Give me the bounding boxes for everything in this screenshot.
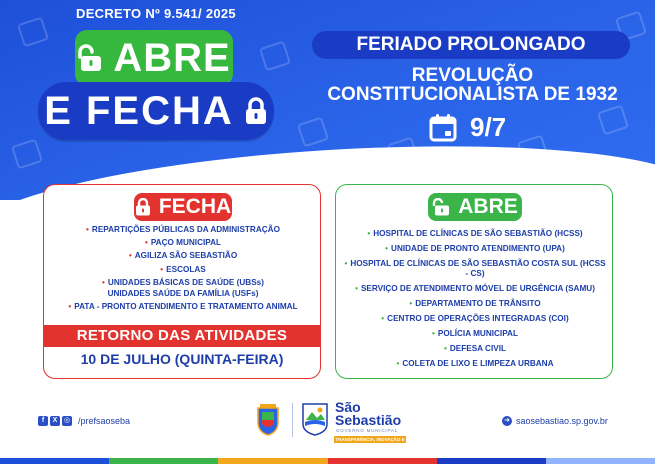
open-tag bbox=[75, 30, 233, 86]
opens-card bbox=[335, 184, 613, 379]
brand-subtitle: GOVERNO MUNICIPAL bbox=[336, 428, 399, 433]
calendar-pattern-icon bbox=[297, 117, 329, 148]
opens-list bbox=[344, 229, 606, 374]
color-stripe bbox=[0, 458, 655, 464]
holiday-title-line2: CONSTITUCIONALISTA DE 1932 bbox=[327, 84, 618, 105]
opens-card-tag bbox=[428, 193, 522, 221]
close-tag bbox=[38, 82, 274, 140]
closes-card bbox=[43, 184, 321, 379]
unlocked-padlock-icon bbox=[77, 43, 105, 73]
holiday-title-line1: REVOLUÇÃO bbox=[411, 65, 534, 86]
closes-card-tag bbox=[134, 193, 232, 221]
return-date: 10 DE JULHO (QUINTA-FEIRA) bbox=[80, 351, 284, 367]
return-label: RETORNO DAS ATIVIDADES bbox=[43, 325, 321, 347]
locked-padlock-icon bbox=[244, 97, 268, 125]
social-links bbox=[38, 416, 130, 426]
list-item: • HOSPITAL DE CLÍNICAS DE SÃO SEBASTIÃO COSTA SUL (HCSS - CS) bbox=[344, 258, 606, 279]
locked-padlock-icon bbox=[135, 198, 151, 216]
social-handle[interactable]: /prefsaoseba bbox=[78, 416, 131, 426]
holiday-date bbox=[428, 112, 506, 143]
calendar-pattern-icon bbox=[17, 17, 49, 48]
calendar-pattern-icon bbox=[259, 41, 291, 72]
calendar-pattern-icon bbox=[11, 139, 43, 170]
opens-card-title: ABRE bbox=[458, 195, 518, 218]
list-item: • REPARTIÇÕES PÚBLICAS DA ADMINISTRAÇÃO bbox=[86, 225, 280, 234]
facebook-icon[interactable]: f bbox=[38, 416, 48, 426]
open-tag-label: ABRE bbox=[113, 35, 231, 80]
list-item: • ESCOLAS bbox=[160, 264, 206, 274]
list-item: • DEPARTAMENTO DE TRÂNSITO bbox=[409, 299, 541, 309]
arrow-right-icon: ➜ bbox=[502, 416, 512, 426]
list-item: • UNIDADES BÁSICAS DE SAÚDE (UBSs) bbox=[102, 277, 264, 287]
list-item: • CENTRO DE OPERAÇÕES INTEGRADAS (COI) bbox=[381, 314, 569, 324]
list-item: • DEFESA CIVIL bbox=[444, 343, 506, 353]
holiday-label: FERIADO PROLONGADO bbox=[312, 31, 630, 59]
list-item: • HOSPITAL DE CLÍNICAS DE SÃO SEBASTIÃO (HCSS) bbox=[367, 229, 583, 238]
website-link[interactable] bbox=[502, 416, 608, 426]
calendar-icon bbox=[428, 113, 458, 143]
brand-tagline: TRANSPARÊNCIA, INOVAÇÃO E EFICIÊNCIA bbox=[335, 437, 405, 449]
city-crest-icon bbox=[256, 404, 280, 436]
list-item: • UNIDADE DE PRONTO ATENDIMENTO (UPA) bbox=[385, 243, 565, 253]
list-item: • COLETA DE LIXO E LIMPEZA URBANA bbox=[396, 358, 554, 368]
calendar-pattern-icon bbox=[597, 105, 629, 136]
decree-number: DECRETO Nº 9.541/ 2025 bbox=[76, 6, 236, 21]
closes-list bbox=[52, 225, 314, 315]
holiday-date-text: 9/7 bbox=[470, 112, 507, 142]
instagram-icon[interactable]: ◎ bbox=[63, 417, 71, 424]
holiday-title bbox=[300, 66, 645, 104]
brand-name: São Sebastião bbox=[335, 399, 402, 428]
footer-divider bbox=[292, 403, 293, 437]
x-icon[interactable]: X bbox=[50, 416, 60, 426]
sao-sebastiao-logo-icon bbox=[300, 402, 330, 436]
list-item: • PATA - PRONTO ATENDIMENTO E TRATAMENTO ANIMAL bbox=[68, 301, 298, 311]
list-item: • AGILIZA SÃO SEBASTIÃO bbox=[128, 251, 238, 261]
unlocked-padlock-icon bbox=[432, 198, 450, 216]
close-tag-label: E FECHA bbox=[44, 88, 234, 133]
closes-card-title: FECHA bbox=[158, 195, 232, 218]
list-item: • PAÇO MUNICIPAL bbox=[144, 238, 222, 248]
website-url[interactable]: saosebastiao.sp.gov.br bbox=[516, 416, 608, 426]
list-item: • POLÍCIA MUNICIPAL bbox=[432, 329, 518, 339]
list-item: • SERVIÇO DE ATENDIMENTO MÓVEL DE URGÊNCIA (SAMU) bbox=[355, 284, 595, 294]
list-item: UNIDADES SAÚDE DA FAMÍLIA (USFs) bbox=[107, 288, 259, 298]
